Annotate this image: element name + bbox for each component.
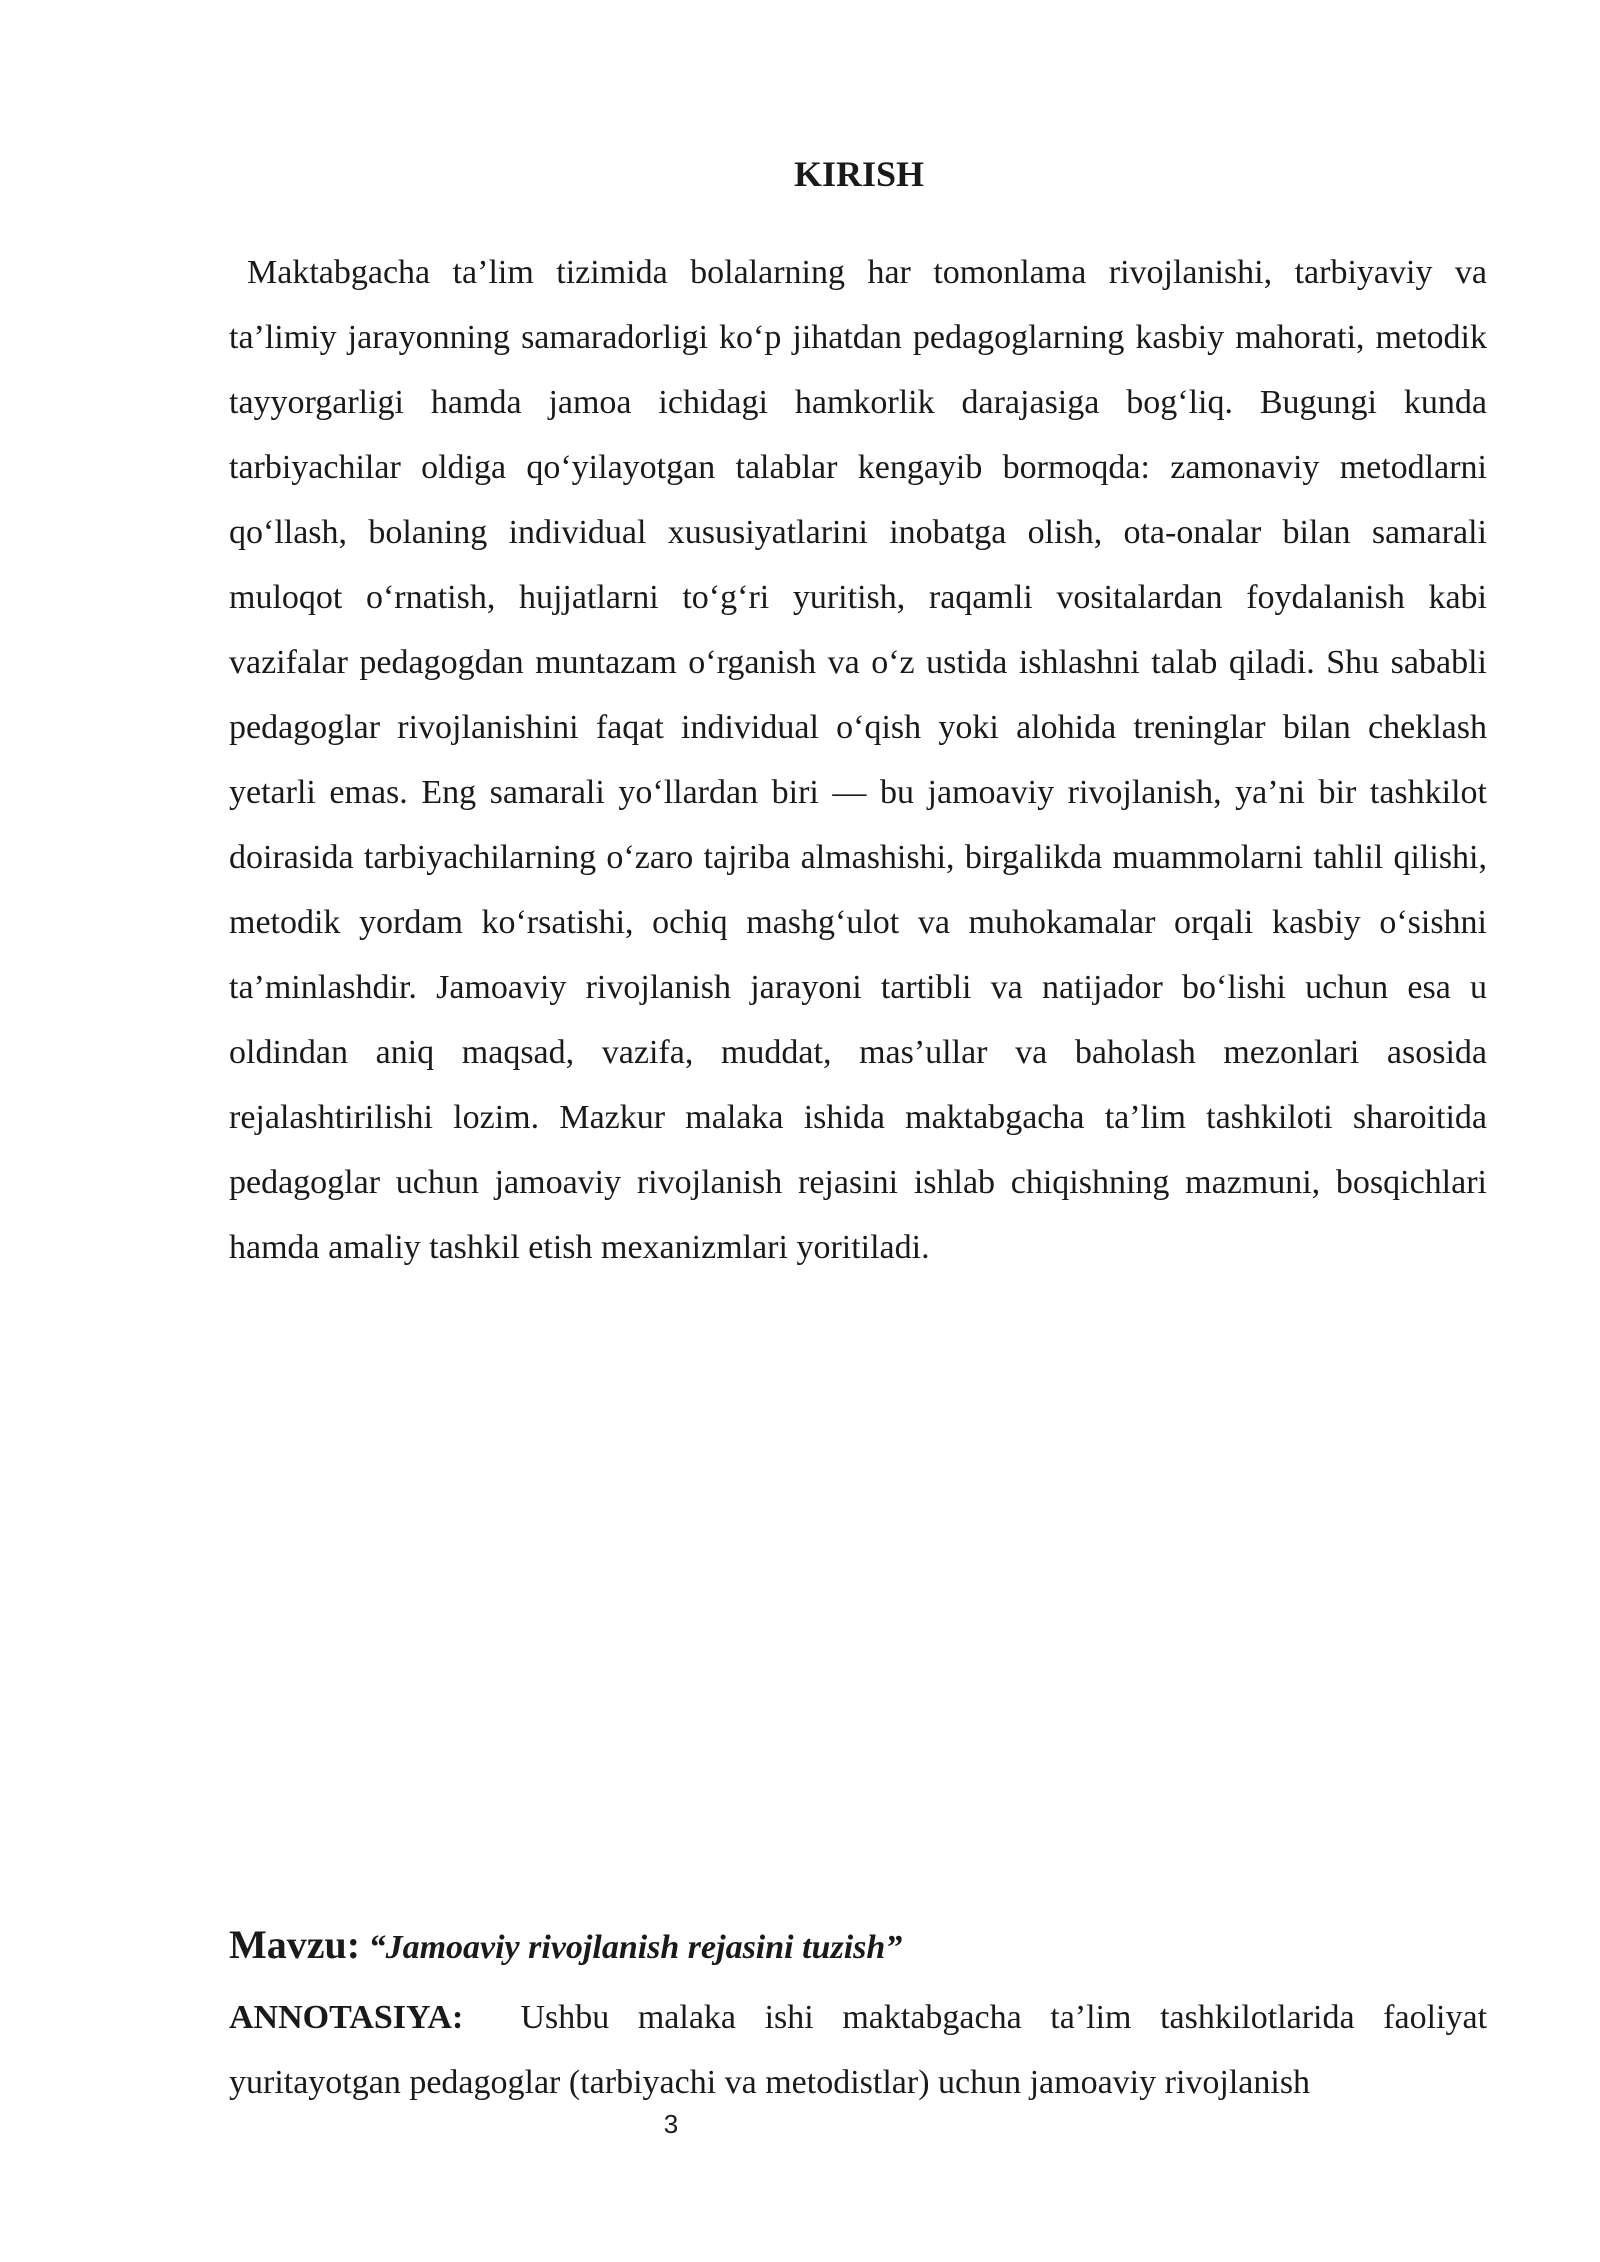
annotation-label: ANNOTASIYA: (229, 1999, 464, 2036)
topic-line (229, 1920, 902, 1973)
topic-label: Mavzu: (229, 1922, 361, 1967)
topic-title: “Jamoaviy rivojlanish rejasini tuzish” (368, 1929, 903, 1966)
page-heading: KIRISH (793, 154, 925, 194)
annotation-paragraph (229, 1985, 1487, 2115)
annotation-text: Ushbu malaka ishi maktabgacha ta’lim tashkilotlarida faoliyat yuritayotgan pedagoglar (tarbiyachi va metodistlar) uchun jamoaviy rivojlanish (229, 1999, 1488, 2101)
intro-paragraph: Maktabgacha ta’lim tizimida bolalarning har tomonlama rivojlanishi, tarbiyaviy va ta’limiy jarayonning samaradorligi ko‘p jihatdan pedagoglarning kasbiy mahorati, metodik tayyorgarligi hamda jamoa ichidagi hamkorlik darajasiga bog‘liq. Bugungi kunda tarbiyachilar oldiga qo‘yilayotgan talablar kengayib bormoqda: zamonaviy metodlarni qo‘llash, bolaning individual xususiyatlarini inobatga olish, ota-onalar bilan samarali muloqot o‘rnatish, hujjatlarni to‘g‘ri yuritish, raqamli vositalardan foydalanish kabi vazifalar pedagogdan muntazam o‘rganish va o‘z ustida ishlashni talab qiladi. Shu sababli pedagoglar rivojlanishini faqat individual o‘qish yoki alohida treninglar bilan cheklash yetarli emas. Eng samarali yo‘llardan biri — bu jamoaviy rivojlanish, ya’ni bir tashkilot doirasida tarbiyachilarning o‘zaro tajriba almashishi, birgalikda muammolarni tahlil qilishi, metodik yordam ko‘rsatishi, ochiq mashg‘ulot va muhokamalar orqali kasbiy o‘sishni ta’minlashdir. Jamoaviy rivojlanish jarayoni tartibli va natijador bo‘lishi uchun esa u oldindan aniq maqsad, vazifa, muddat, mas’ullar va baholash mezonlari asosida rejalashtirilishi lozim. Mazkur malaka ishida maktabgacha ta’lim tashkiloti sharoitida pedagoglar uchun jamoaviy rivojlanish rejasini ishlab chiqishning mazmuni, bosqichlari hamda amaliy tashkil etish mexanizmlari yoritiladi. (229, 254, 1487, 1266)
page-number: 3 (663, 2109, 679, 2139)
